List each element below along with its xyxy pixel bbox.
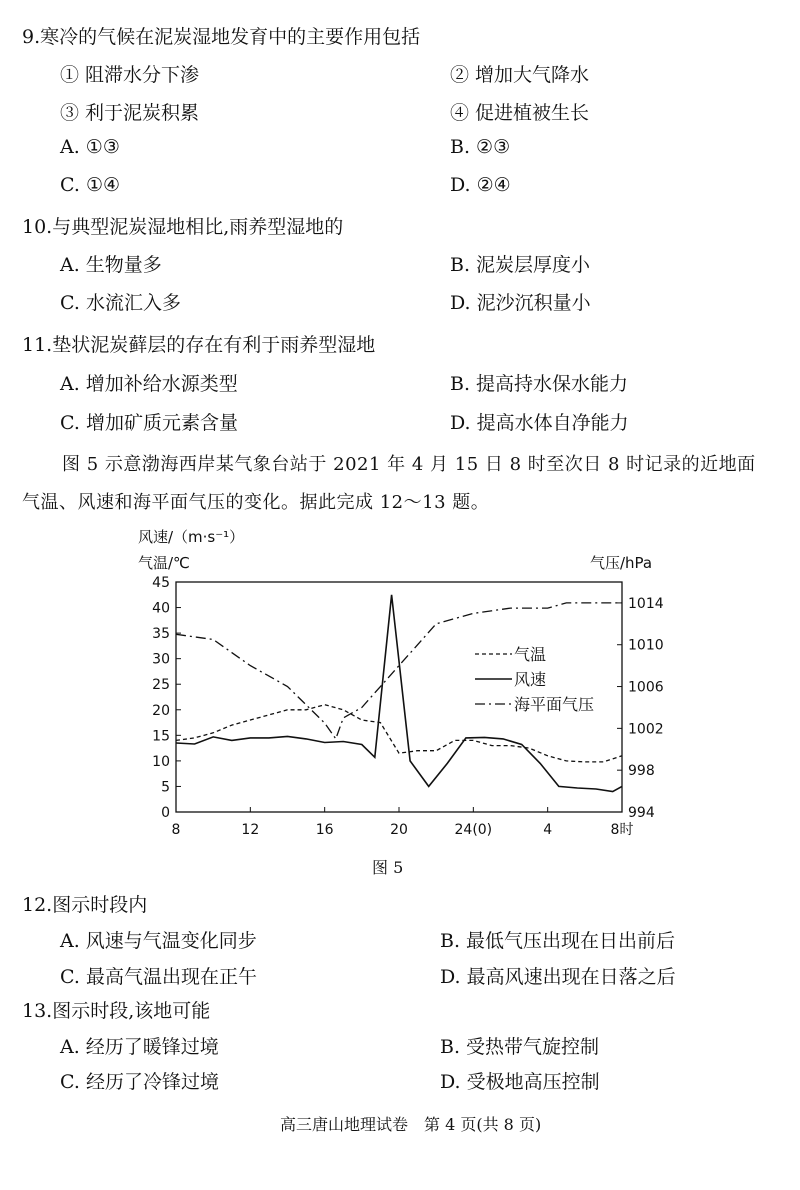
q9-item-4: ④ 促进植被生长 xyxy=(450,102,590,124)
legend-label-海平面气压: 海平面气压 xyxy=(514,695,595,714)
question-12-stem: 12.图示时段内 xyxy=(22,894,148,916)
left-tick-label: 45 xyxy=(152,575,170,591)
x-tick-label: 4 xyxy=(543,822,553,838)
left-axis-label-wind: 风速/（m·s⁻¹） xyxy=(138,528,245,546)
q9-item-2: ② 增加大气降水 xyxy=(450,64,590,86)
legend-label-气温: 气温 xyxy=(514,645,547,664)
q9-item-3: ③ 利于泥炭积累 xyxy=(60,102,200,124)
left-tick-label: 30 xyxy=(152,651,170,668)
left-axis-label-temp: 气温/℃ xyxy=(138,554,190,572)
q12-option-c: C. 最高气温出现在正午 xyxy=(60,966,257,988)
x-tick-label: 8时 xyxy=(610,822,634,838)
right-tick-label: 1010 xyxy=(628,637,664,654)
q11-option-b: B. 提高持水保水能力 xyxy=(450,373,629,395)
left-tick-label: 20 xyxy=(152,702,170,719)
q13-option-c: C. 经历了冷锋过境 xyxy=(60,1071,219,1093)
x-tick-label: 16 xyxy=(315,822,334,838)
q9-option-a: A. ①③ xyxy=(60,136,120,158)
chart-legend xyxy=(475,645,594,714)
q12-option-a: A. 风速与气温变化同步 xyxy=(60,930,257,952)
series-line-海平面气压 xyxy=(176,603,622,739)
right-tick-label: 994 xyxy=(628,805,655,821)
left-tick-label: 40 xyxy=(152,600,170,617)
legend-label-风速: 风速 xyxy=(514,670,547,689)
left-tick-label: 25 xyxy=(152,677,170,694)
q10-option-a: A. 生物量多 xyxy=(60,254,162,276)
q9-item-1: ① 阻滞水分下渗 xyxy=(60,64,200,86)
x-tick-label: 12 xyxy=(241,822,260,838)
q9-option-d: D. ②④ xyxy=(450,174,511,196)
figure-5-chart xyxy=(120,520,680,850)
left-tick-label: 0 xyxy=(161,805,170,821)
right-tick-label: 1002 xyxy=(628,721,664,738)
q9-option-c: C. ①④ xyxy=(60,174,121,196)
q13-option-a: A. 经历了暖锋过境 xyxy=(60,1036,219,1058)
q12-option-d: D. 最高风速出现在日落之后 xyxy=(440,966,676,988)
x-tick-label: 24(0) xyxy=(454,822,493,838)
question-13-stem: 13.图示时段,该地可能 xyxy=(22,1000,211,1022)
intro-line-2: 气温、风速和海平面气压的变化。据此完成 12～13 题。 xyxy=(22,492,490,513)
q13-option-d: D. 受极地高压控制 xyxy=(440,1071,600,1093)
q11-option-c: C. 增加矿质元素含量 xyxy=(60,412,238,434)
q9-option-b: B. ②③ xyxy=(450,136,511,158)
q12-option-b: B. 最低气压出现在日出前后 xyxy=(440,930,676,952)
x-tick-label: 8 xyxy=(171,822,181,838)
right-tick-label: 1006 xyxy=(628,679,664,696)
page-footer: 高三唐山地理试卷 第 4 页(共 8 页) xyxy=(280,1115,542,1134)
question-9-stem: 9.寒冷的气候在泥炭湿地发育中的主要作用包括 xyxy=(22,26,421,48)
question-11-stem: 11.垫状泥炭藓层的存在有利于雨养型湿地 xyxy=(22,334,376,356)
left-tick-label: 10 xyxy=(152,753,170,770)
left-tick-label: 35 xyxy=(152,626,170,643)
x-tick-label: 20 xyxy=(390,822,408,838)
q11-option-a: A. 增加补给水源类型 xyxy=(60,373,238,395)
chart-series xyxy=(176,595,622,792)
q10-option-d: D. 泥沙沉积量小 xyxy=(450,292,591,314)
right-tick-label: 998 xyxy=(628,763,655,780)
q11-option-d: D. 提高水体自净能力 xyxy=(450,412,629,434)
series-line-风速 xyxy=(176,595,622,792)
question-10-stem: 10.与典型泥炭湿地相比,雨养型湿地的 xyxy=(22,216,344,238)
intro-line-1: 图 5 示意渤海西岸某气象台站于 2021 年 4 月 15 日 8 时至次日 8 时记录的近地面 xyxy=(62,454,756,475)
left-tick-label: 15 xyxy=(152,728,170,745)
left-tick-label: 5 xyxy=(161,779,170,796)
q13-option-b: B. 受热带气旋控制 xyxy=(440,1036,600,1058)
q10-option-b: B. 泥炭层厚度小 xyxy=(450,254,591,276)
figure-caption: 图 5 xyxy=(372,858,404,877)
right-tick-label: 1014 xyxy=(628,595,664,612)
right-axis-label-pressure: 气压/hPa xyxy=(590,554,653,572)
q10-option-c: C. 水流汇入多 xyxy=(60,292,181,314)
